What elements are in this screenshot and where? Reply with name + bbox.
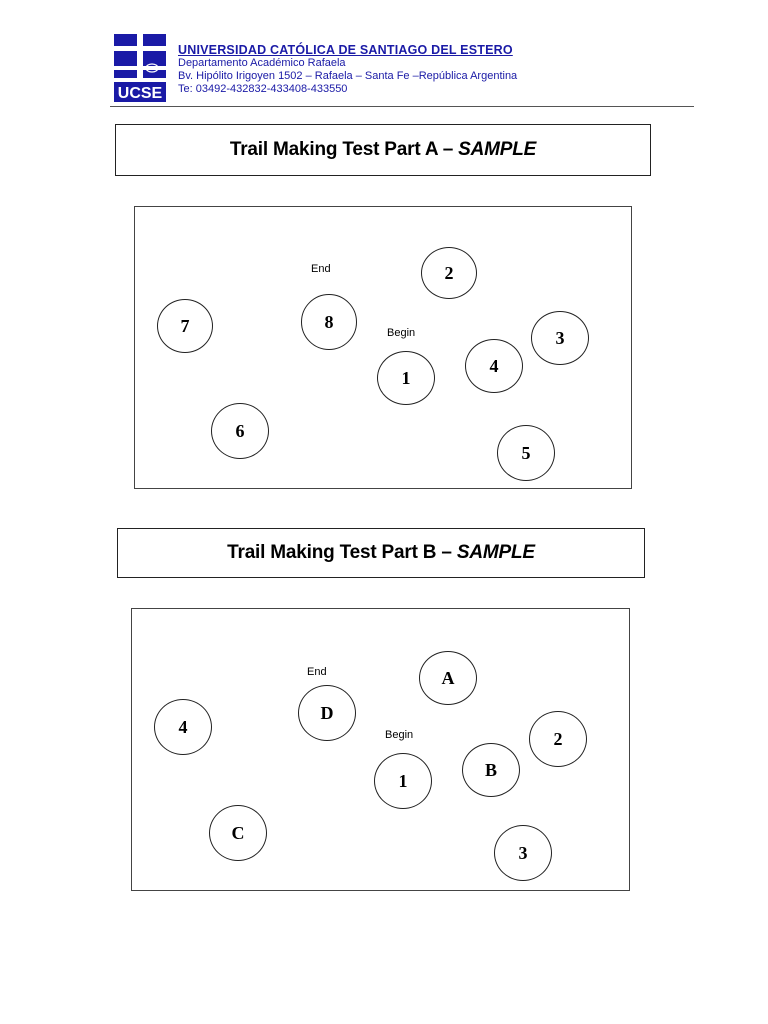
part-a-test-area xyxy=(134,206,632,489)
part-b-circle-2[interactable]: 2 xyxy=(529,711,587,767)
part-a-circle-3[interactable]: 3 xyxy=(531,311,589,365)
part-b-title: Trail Making Test Part B – SAMPLE xyxy=(227,542,535,563)
university-name: UNIVERSIDAD CATÓLICA DE SANTIAGO DEL ESTERO xyxy=(178,43,513,57)
ucse-logo xyxy=(112,32,168,104)
part-b-test-area xyxy=(131,608,630,891)
part-a-circle-6[interactable]: 6 xyxy=(211,403,269,459)
part-b-circle-a[interactable]: A xyxy=(419,651,477,705)
part-b-circle-4[interactable]: 4 xyxy=(154,699,212,755)
part-b-title-box xyxy=(117,528,645,578)
part-a-title-box xyxy=(115,124,651,176)
part-b-circle-1[interactable]: 1 xyxy=(374,753,432,809)
part-a-circle-1[interactable]: 1 xyxy=(377,351,435,405)
address: Bv. Hipólito Irigoyen 1502 – Rafaela – Santa Fe –República Argentina xyxy=(178,70,518,82)
part-b-circle-d[interactable]: D xyxy=(298,685,356,741)
part-b-circle-b[interactable]: B xyxy=(462,743,520,797)
institution-header xyxy=(178,44,517,96)
part-b-circle-3[interactable]: 3 xyxy=(494,825,552,881)
logo-text: UCSE xyxy=(117,85,163,102)
part-a-begin-label: Begin xyxy=(387,327,416,339)
part-a-circle-5[interactable]: 5 xyxy=(497,425,555,481)
department-name: Departamento Académico Rafaela xyxy=(178,57,346,69)
part-b-end-label: End xyxy=(307,666,327,678)
part-b-circle-c[interactable]: C xyxy=(209,805,267,861)
phone: Te: 03492-432832-433408-433550 xyxy=(178,83,348,95)
part-a-end-label: End xyxy=(311,263,331,275)
part-a-title: Trail Making Test Part A – SAMPLE xyxy=(229,139,537,160)
header-divider xyxy=(110,106,694,107)
part-b-begin-label: Begin xyxy=(385,729,414,741)
part-a-circle-4[interactable]: 4 xyxy=(465,339,523,393)
part-a-circle-7[interactable]: 7 xyxy=(157,299,213,353)
part-a-circle-8[interactable]: 8 xyxy=(301,294,357,350)
part-a-circle-2[interactable]: 2 xyxy=(421,247,477,299)
